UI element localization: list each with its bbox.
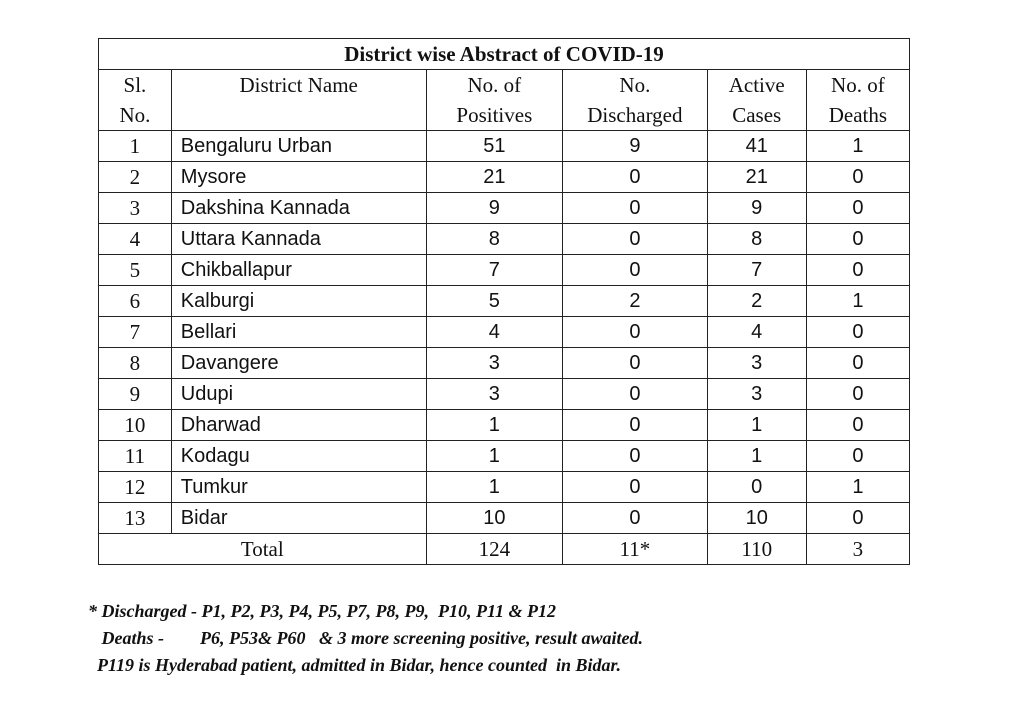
cell-active: 7 xyxy=(707,255,806,286)
total-discharged: 11* xyxy=(563,534,708,565)
cell-deaths: 0 xyxy=(806,193,909,224)
total-positives: 124 xyxy=(426,534,563,565)
cell-district: Dharwad xyxy=(171,410,426,441)
note-discharged: * Discharged - P1, P2, P3, P4, P5, P7, P8, P9, P10, P11 & P12 xyxy=(88,601,556,621)
cell-sl: 1 xyxy=(99,131,172,162)
cell-district: Mysore xyxy=(171,162,426,193)
cell-discharged: 0 xyxy=(563,317,708,348)
cell-positives: 8 xyxy=(426,224,563,255)
cell-positives: 3 xyxy=(426,379,563,410)
cell-positives: 3 xyxy=(426,348,563,379)
header-discharged: No. xyxy=(563,70,708,101)
cell-deaths: 1 xyxy=(806,472,909,503)
cell-active: 9 xyxy=(707,193,806,224)
cell-active: 21 xyxy=(707,162,806,193)
footnotes xyxy=(88,598,643,679)
cell-discharged: 0 xyxy=(563,162,708,193)
header-row-1 xyxy=(99,70,910,101)
cell-sl: 13 xyxy=(99,503,172,534)
header-positives-2: Positives xyxy=(426,100,563,131)
cell-district: Chikballapur xyxy=(171,255,426,286)
header-row-2 xyxy=(99,100,910,131)
header-district: District Name xyxy=(171,70,426,101)
cell-deaths: 0 xyxy=(806,379,909,410)
cell-discharged: 2 xyxy=(563,286,708,317)
cell-positives: 1 xyxy=(426,410,563,441)
cell-district: Udupi xyxy=(171,379,426,410)
table-row xyxy=(99,286,910,317)
cell-positives: 9 xyxy=(426,193,563,224)
cell-discharged: 0 xyxy=(563,379,708,410)
cell-discharged: 0 xyxy=(563,348,708,379)
table-row xyxy=(99,317,910,348)
cell-discharged: 0 xyxy=(563,472,708,503)
cell-discharged: 0 xyxy=(563,224,708,255)
cell-district: Davangere xyxy=(171,348,426,379)
cell-deaths: 0 xyxy=(806,255,909,286)
cell-deaths: 0 xyxy=(806,317,909,348)
cell-active: 1 xyxy=(707,441,806,472)
cell-deaths: 0 xyxy=(806,348,909,379)
cell-active: 10 xyxy=(707,503,806,534)
cell-sl: 7 xyxy=(99,317,172,348)
table-row xyxy=(99,379,910,410)
cell-active: 41 xyxy=(707,131,806,162)
cell-active: 4 xyxy=(707,317,806,348)
cell-sl: 8 xyxy=(99,348,172,379)
cell-discharged: 0 xyxy=(563,441,708,472)
table-row xyxy=(99,441,910,472)
table-row xyxy=(99,131,910,162)
cell-discharged: 0 xyxy=(563,503,708,534)
cell-positives: 7 xyxy=(426,255,563,286)
cell-active: 3 xyxy=(707,379,806,410)
header-district-2 xyxy=(171,100,426,131)
cell-positives: 1 xyxy=(426,441,563,472)
cell-deaths: 0 xyxy=(806,224,909,255)
cell-district: Bidar xyxy=(171,503,426,534)
cell-active: 3 xyxy=(707,348,806,379)
cell-active: 8 xyxy=(707,224,806,255)
cell-discharged: 0 xyxy=(563,410,708,441)
cell-sl: 6 xyxy=(99,286,172,317)
cell-sl: 12 xyxy=(99,472,172,503)
cell-discharged: 0 xyxy=(563,193,708,224)
cell-sl: 2 xyxy=(99,162,172,193)
table-row xyxy=(99,224,910,255)
cell-sl: 11 xyxy=(99,441,172,472)
total-active: 110 xyxy=(707,534,806,565)
cell-sl: 4 xyxy=(99,224,172,255)
header-sl: Sl. xyxy=(99,70,172,101)
cell-deaths: 1 xyxy=(806,131,909,162)
table-title: District wise Abstract of COVID-19 xyxy=(99,39,910,70)
header-discharged-2: Discharged xyxy=(563,100,708,131)
cell-sl: 9 xyxy=(99,379,172,410)
cell-active: 2 xyxy=(707,286,806,317)
cell-district: Kodagu xyxy=(171,441,426,472)
header-active-2: Cases xyxy=(707,100,806,131)
cell-discharged: 9 xyxy=(563,131,708,162)
header-deaths-2: Deaths xyxy=(806,100,909,131)
cell-active: 0 xyxy=(707,472,806,503)
cell-district: Bengaluru Urban xyxy=(171,131,426,162)
cell-district: Bellari xyxy=(171,317,426,348)
cell-sl: 3 xyxy=(99,193,172,224)
cell-deaths: 0 xyxy=(806,503,909,534)
table-row xyxy=(99,503,910,534)
cell-sl: 5 xyxy=(99,255,172,286)
header-active: Active xyxy=(707,70,806,101)
table-row xyxy=(99,255,910,286)
table-row xyxy=(99,410,910,441)
total-label: Total xyxy=(99,534,427,565)
cell-discharged: 0 xyxy=(563,255,708,286)
cell-positives: 4 xyxy=(426,317,563,348)
cell-district: Kalburgi xyxy=(171,286,426,317)
header-deaths: No. of xyxy=(806,70,909,101)
cell-positives: 21 xyxy=(426,162,563,193)
cell-deaths: 0 xyxy=(806,162,909,193)
table-row xyxy=(99,348,910,379)
total-row xyxy=(99,534,910,565)
total-deaths: 3 xyxy=(806,534,909,565)
table-row xyxy=(99,162,910,193)
cell-district: Tumkur xyxy=(171,472,426,503)
header-positives: No. of xyxy=(426,70,563,101)
cell-sl: 10 xyxy=(99,410,172,441)
cell-positives: 1 xyxy=(426,472,563,503)
cell-active: 1 xyxy=(707,410,806,441)
cell-deaths: 1 xyxy=(806,286,909,317)
cell-deaths: 0 xyxy=(806,410,909,441)
header-sl-2: No. xyxy=(99,100,172,131)
table-row xyxy=(99,193,910,224)
covid-district-table xyxy=(98,38,910,565)
note-bidar: P119 is Hyderabad patient, admitted in Bidar, hence counted in Bidar. xyxy=(88,655,622,675)
table-row xyxy=(99,472,910,503)
cell-positives: 51 xyxy=(426,131,563,162)
cell-district: Dakshina Kannada xyxy=(171,193,426,224)
cell-positives: 5 xyxy=(426,286,563,317)
cell-positives: 10 xyxy=(426,503,563,534)
note-deaths: Deaths - P6, P53& P60 & 3 more screening positive, result awaited. xyxy=(88,628,643,648)
cell-deaths: 0 xyxy=(806,441,909,472)
cell-district: Uttara Kannada xyxy=(171,224,426,255)
